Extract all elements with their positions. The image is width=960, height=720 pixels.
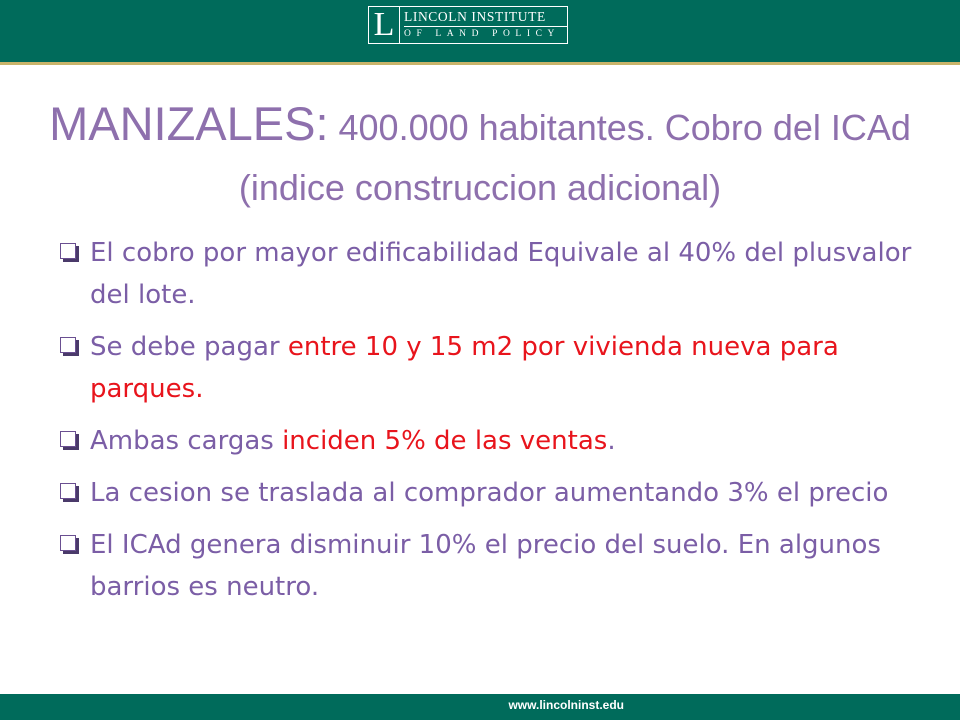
logo-text (400, 7, 567, 43)
bullet-text: Se debe pagar (90, 332, 288, 362)
lincoln-institute-logo (368, 6, 568, 44)
logo-letter: L (369, 7, 400, 43)
header-divider (0, 62, 960, 65)
bullet-item (58, 472, 918, 514)
bullet-item (58, 420, 918, 462)
bullet-highlight: entre 10 y 15 m2 por vivienda nueva para parques. (90, 332, 839, 404)
checkbox-bullet-icon (60, 337, 76, 353)
title-subtitle: 400.000 habitantes. Cobro del ICAd (indice construccion adicional) (238, 107, 911, 208)
checkbox-bullet-icon (60, 535, 76, 551)
checkbox-bullet-icon (60, 431, 76, 447)
bullet-text: El cobro por mayor edificabilidad Equivale al 40% del plusvalor del lote. (90, 238, 912, 310)
logo-line-2: OF LAND POLICY (404, 29, 560, 39)
slide-title (30, 98, 930, 222)
bullet-item (58, 232, 918, 316)
bullet-item (58, 524, 918, 608)
checkbox-bullet-icon (60, 483, 76, 499)
bullet-list (58, 232, 918, 618)
bullet-text: Ambas cargas (90, 426, 283, 456)
bullet-highlight: inciden 5% de las ventas (282, 426, 608, 456)
header-bar (0, 0, 960, 62)
bullet-item (58, 326, 918, 410)
title-city: MANIZALES: (49, 97, 329, 150)
bullet-text: La cesion se traslada al comprador aumentando 3% el precio (90, 478, 889, 508)
checkbox-bullet-icon (60, 243, 76, 259)
footer-url[interactable]: www.lincolninst.edu (508, 698, 624, 712)
footer-bar (0, 694, 960, 720)
logo-line-1: LINCOLN INSTITUTE (404, 9, 567, 27)
bullet-text-after: . (607, 426, 616, 456)
bullet-text: El ICAd genera disminuir 10% el precio del suelo. En algunos barrios es neutro. (90, 530, 881, 602)
